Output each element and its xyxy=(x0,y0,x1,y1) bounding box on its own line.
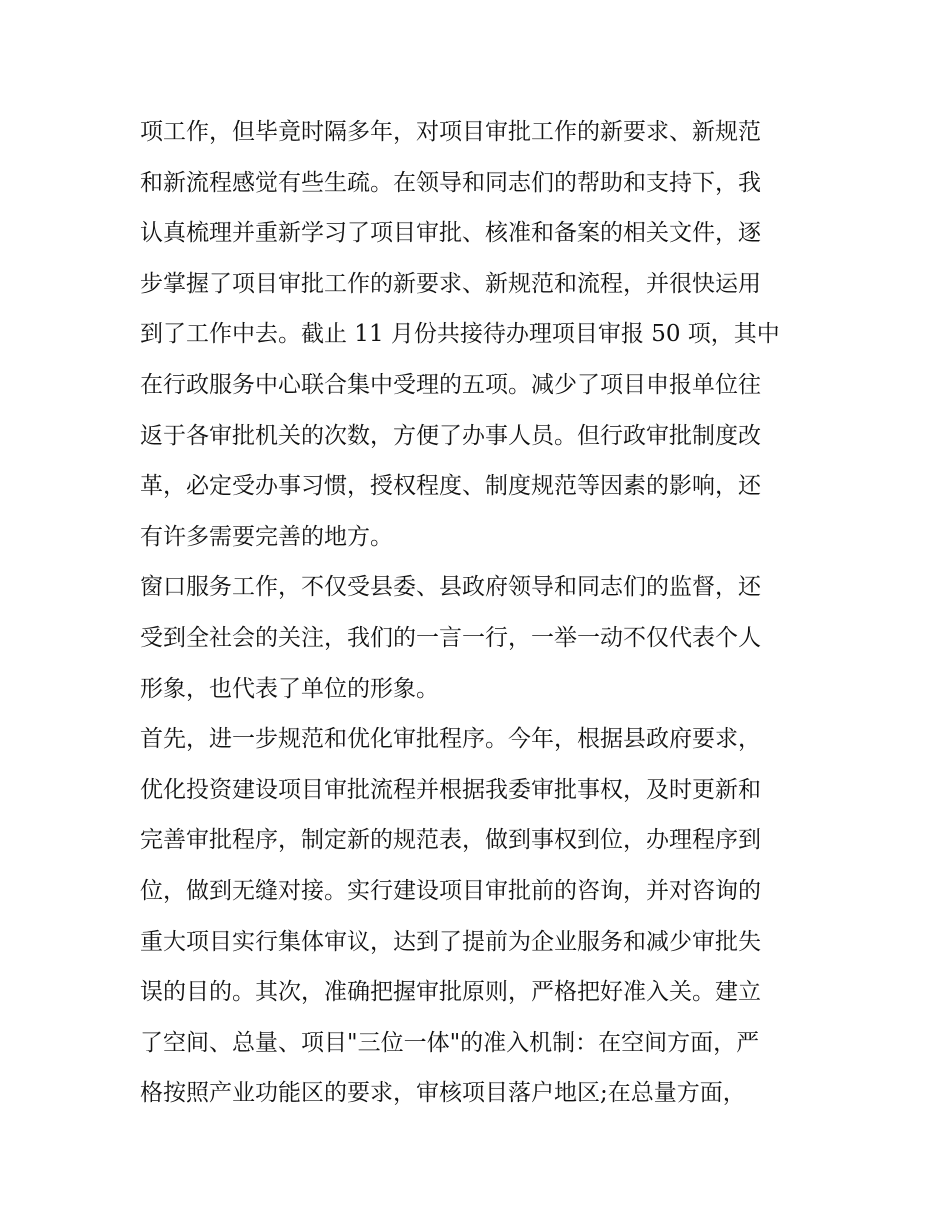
text-line: 步掌握了项目审批工作的新要求、新规范和流程，并很快运用 xyxy=(140,270,761,297)
text-line: 位，做到无缝对接。实行建设项目审批前的咨询，并对咨询的 xyxy=(140,877,761,904)
text-line: 优化投资建设项目审批流程并根据我委审批事权，及时更新和 xyxy=(140,776,761,803)
text-line: 受到全社会的关注，我们的一言一行，一举一动不仅代表个人 xyxy=(140,624,761,651)
text-line: 误的目的。其次，准确把握审批原则，严格把好准入关。建立 xyxy=(140,979,761,1006)
text-line: 革，必定受办事习惯，授权程度、制度规范等因素的影响，还 xyxy=(140,473,761,500)
text-line: 认真梳理并重新学习了项目审批、核准和备案的相关文件，逐 xyxy=(140,220,761,247)
text-line: 在行政服务中心联合集中受理的五项。减少了项目申报单位往 xyxy=(140,371,761,398)
text-line: 完善审批程序，制定新的规范表，做到事权到位，办理程序到 xyxy=(140,827,761,854)
text-line: 和新流程感觉有些生疏。在领导和同志们的帮助和支持下，我 xyxy=(140,169,761,196)
text-line: 返于各审批机关的次数，方便了办事人员。但行政审批制度改 xyxy=(140,422,761,449)
text-line: 有许多需要完善的地方。 xyxy=(140,523,393,550)
text-line: 项工作，但毕竟时隔多年，对项目审批工作的新要求、新规范 xyxy=(140,119,761,145)
text-line: 到了工作中去。截止 11 月份共接待办理项目审报 50 项，其中 xyxy=(140,321,780,348)
text-line: 格按照产业功能区的要求，审核项目落户地区;在总量方面， xyxy=(140,1080,746,1107)
text-line: 窗口服务工作，不仅受县委、县政府领导和同志们的监督，还 xyxy=(140,574,761,601)
body-text xyxy=(140,107,820,1119)
text-line: 重大项目实行集体审议，达到了提前为企业服务和减少审批失 xyxy=(140,928,761,955)
text-line: 首先，进一步规范和优化审批程序。今年，根据县政府要求， xyxy=(140,726,761,753)
text-line: 形象，也代表了单位的形象。 xyxy=(140,675,439,702)
text-line: 了空间、总量、项目"三位一体"的准入机制：在空间方面，严 xyxy=(140,1029,760,1056)
